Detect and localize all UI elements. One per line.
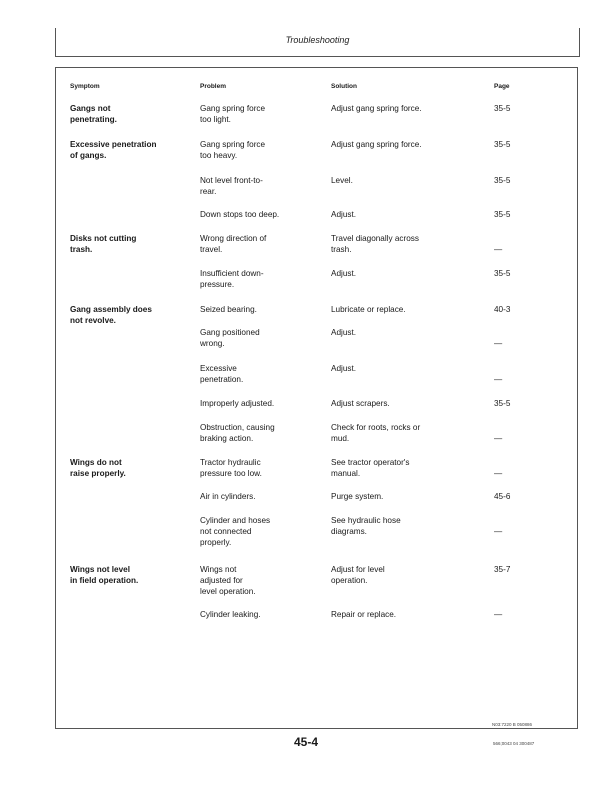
solution-cell: Adjust scrapers.	[331, 399, 390, 408]
solution-cell: Adjust for level operation.	[331, 565, 385, 585]
page-cell: 35-5	[494, 399, 511, 408]
page-cell: —	[494, 434, 503, 443]
problem-cell: Wings not adjusted for level operation.	[200, 565, 256, 596]
page-cell: 45-6	[494, 492, 511, 501]
solution-cell: See tractor operator's manual.	[331, 458, 410, 478]
page-cell: 35-5	[494, 176, 511, 185]
symptom-cell: Wings not level in field operation.	[70, 565, 139, 585]
solution-cell: Level.	[331, 176, 353, 185]
column-header-page: Page	[494, 83, 510, 90]
column-header-symptom: Symptom	[70, 83, 100, 90]
solution-cell: Adjust gang spring force.	[331, 140, 422, 149]
page-cell: 35-5	[494, 104, 511, 113]
page-cell: —	[494, 610, 503, 619]
problem-cell: Tractor hydraulic pressure too low.	[200, 458, 262, 478]
symptom-cell: Wings do not raise properly.	[70, 458, 126, 478]
solution-cell: Lubricate or replace.	[331, 305, 406, 314]
code-reference: 566;0043 04 300487	[493, 741, 535, 746]
column-header-problem: Problem	[200, 83, 227, 90]
problem-cell: Insufficient down- pressure.	[200, 269, 264, 289]
page-cell: —	[494, 245, 503, 254]
problem-cell: Gang spring force too heavy.	[200, 140, 266, 160]
solution-cell: Adjust.	[331, 328, 357, 337]
page-cell: —	[494, 375, 503, 384]
page-title: Troubleshooting	[285, 35, 350, 45]
problem-cell: Seized bearing.	[200, 305, 257, 314]
solution-cell: Adjust.	[331, 210, 357, 219]
solution-cell: Travel diagonally across trash.	[331, 234, 419, 254]
problem-cell: Wrong direction of travel.	[200, 234, 267, 254]
solution-cell: See hydraulic hose diagrams.	[331, 516, 401, 536]
page-cell: 35-5	[494, 269, 511, 278]
solution-cell: Adjust.	[331, 364, 357, 373]
problem-cell: Cylinder leaking.	[200, 610, 261, 619]
symptom-cell: Gang assembly does not revolve.	[70, 305, 152, 325]
symptom-cell: Gangs not penetrating.	[70, 104, 117, 124]
problem-cell: Cylinder and hoses not connected properly.	[200, 516, 271, 547]
solution-cell: Adjust.	[331, 269, 357, 278]
symptom-cell: Disks not cutting trash.	[70, 234, 137, 254]
problem-cell: Excessive penetration.	[200, 364, 244, 384]
document-reference: N03:7220 B 050886	[492, 722, 533, 727]
page-cell: 35-5	[494, 140, 511, 149]
solution-cell: Purge system.	[331, 492, 384, 501]
page-cell: —	[494, 527, 503, 536]
problem-cell: Not level front-to- rear.	[200, 176, 263, 196]
problem-cell: Air in cylinders.	[200, 492, 256, 501]
page-cell: 35-5	[494, 210, 511, 219]
problem-cell: Improperly adjusted.	[200, 399, 275, 408]
problem-cell: Obstruction, causing braking action.	[200, 423, 275, 443]
page-cell: —	[494, 469, 503, 478]
column-header-solution: Solution	[331, 83, 357, 90]
page-cell: —	[494, 339, 503, 348]
solution-cell: Repair or replace.	[331, 610, 397, 619]
symptom-cell: Excessive penetration of gangs.	[70, 140, 157, 160]
problem-cell: Gang spring force too light.	[200, 104, 266, 124]
problem-cell: Down stops too deep.	[200, 210, 280, 219]
solution-cell: Adjust gang spring force.	[331, 104, 422, 113]
page-cell: 35-7	[494, 565, 511, 574]
problem-cell: Gang positioned wrong.	[200, 328, 260, 348]
solution-cell: Check for roots, rocks or mud.	[331, 423, 421, 443]
header-bar	[55, 28, 580, 57]
page-number: 45-4	[293, 735, 319, 749]
page-cell: 40-3	[494, 305, 511, 314]
